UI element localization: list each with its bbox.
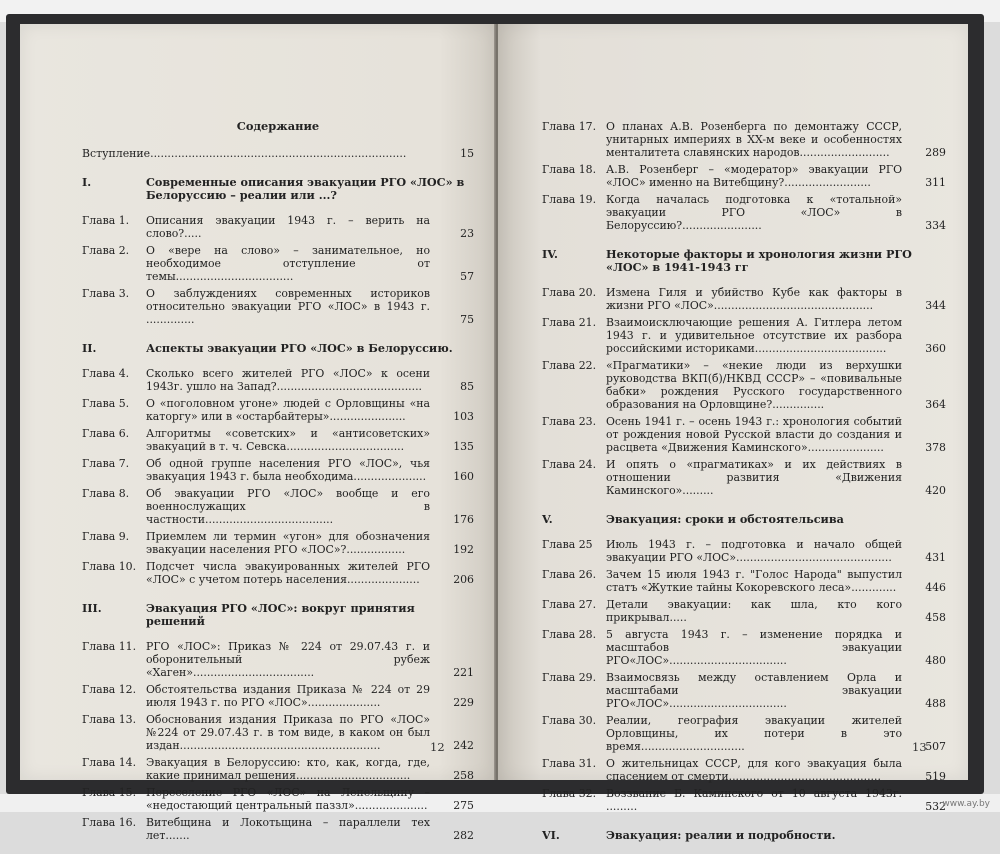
toc-chapter-row <box>82 244 474 283</box>
chapter-page: 360 <box>925 342 946 355</box>
chapter-page: 431 <box>925 551 946 564</box>
toc-chapter-row <box>82 367 474 393</box>
watermark: www.ay.by <box>942 799 990 809</box>
section-number: IV. <box>542 247 558 261</box>
toc-heading: Содержание <box>236 119 320 133</box>
chapter-page: 282 <box>453 829 474 842</box>
chapter-title: О заблуждениях современных историков относительно эвакуации РГО «ЛОС» в 1943 г. .............. <box>146 287 430 326</box>
toc-chapter-row <box>542 714 946 753</box>
chapter-page: 344 <box>925 299 946 312</box>
chapter-title: Взаимосвязь между оставлением Орла и масштабами эвакуации РГО«ЛОС».................................. <box>606 671 902 710</box>
chapter-label: Глава 16. <box>82 816 137 829</box>
chapter-label: Глава 6. <box>82 427 130 440</box>
chapter-label: Глава 25 <box>542 538 593 551</box>
toc-chapter-row <box>82 397 474 423</box>
chapter-title: Сколько всего жителей РГО «ЛОС» к осени 1943г. ушло на Запад?.......................................... <box>146 367 430 393</box>
chapter-label: Глава 20. <box>542 286 597 299</box>
chapter-title: Приемлем ли термин «угон» для обозначения эвакуации населения РГО «ЛОС»?................. <box>146 530 430 556</box>
chapter-label: Глава 27. <box>542 598 597 611</box>
section-title: Некоторые факторы и хронология жизни РГО «ЛОС» в 1941-1943 гг <box>606 247 912 274</box>
chapter-page: 378 <box>925 441 946 454</box>
toc-chapter-row <box>82 560 474 586</box>
chapter-title: Подсчет числа эвакуированных жителей РГО «ЛОС» с учетом потерь населения..................... <box>146 560 430 586</box>
chapter-page: 488 <box>925 697 946 710</box>
chapter-title: 5 августа 1943 г. – изменение порядка и масштабов эвакуации РГО«ЛОС».................................. <box>606 628 902 667</box>
chapter-title: И опять о «прагматиках» и их действиях в отношении развития «Движения Каминского»......... <box>606 458 902 497</box>
section-number: V. <box>542 512 553 526</box>
toc-chapter-row <box>542 120 946 159</box>
chapter-title: Июль 1943 г. – подготовка и начало общей эвакуации РГО «ЛОС»............................................. <box>606 538 902 564</box>
chapter-label: Глава 1. <box>82 214 130 227</box>
chapter-title: Алгоритмы «советских» и «антисоветских» эвакуаций в т. ч. Севска.................................. <box>146 427 430 453</box>
chapter-title: Взаимоисключающие решения А. Гитлера летом 1943 г. и удивительное отсутствие их разбора российскими историками...................................... <box>606 316 902 355</box>
chapter-label: Глава 11. <box>82 640 137 653</box>
chapter-title: О «вере на слово» – занимательное, но необходимое отступление от темы.................................. <box>146 244 430 283</box>
chapter-page: 446 <box>925 581 946 594</box>
toc-chapter-row <box>542 757 946 783</box>
toc-chapter-row <box>542 193 946 232</box>
toc-chapter-row <box>542 787 946 813</box>
chapter-label: Глава 9. <box>82 530 130 543</box>
toc-chapter-row <box>82 786 474 812</box>
chapter-title: А.В. Розенберг – «модератор» эвакуации РГО «ЛОС» именно на Витебщину?......................... <box>606 163 902 189</box>
toc-chapter-row <box>542 538 946 564</box>
chapter-label: Глава 22. <box>542 359 597 372</box>
toc-section-heading <box>542 248 946 274</box>
chapter-title: О жительницах СССР, для кого эвакуация была спасением от смерти............................................ <box>606 757 902 783</box>
toc-chapter-row <box>542 415 946 454</box>
toc-chapter-row <box>82 487 474 526</box>
chapter-page: 311 <box>925 176 946 189</box>
chapter-label: Глава 29. <box>542 671 597 684</box>
chapter-label: Глава 32. <box>542 787 597 800</box>
chapter-title: Об одной группе населения РГО «ЛОС», чья эвакуация 1943 г. была необходима..................... <box>146 457 430 483</box>
chapter-page: 507 <box>925 740 946 753</box>
toc-intro-row <box>82 147 474 160</box>
chapter-page: 258 <box>453 769 474 782</box>
chapter-title: «Прагматики» – «некие люди из верхушки руководства ВКП(б)/НКВД СССР» – «повивальные бабки» рождения Русского государственного образования на Орловщине?............... <box>606 359 902 411</box>
toc-section-heading <box>82 176 474 202</box>
page-number-right: 13 <box>912 740 927 754</box>
section-title: Эвакуация: сроки и обстоятельсива <box>606 512 844 526</box>
toc-chapter-row <box>542 458 946 497</box>
toc-chapter-row <box>82 713 474 752</box>
toc-chapter-row <box>542 671 946 710</box>
toc-chapter-row <box>82 287 474 326</box>
chapter-title: Измена Гиля и убийство Кубе как факторы в жизни РГО «ЛОС».............................................. <box>606 286 902 312</box>
chapter-label: Глава 23. <box>542 415 597 428</box>
chapter-label: Глава 17. <box>542 120 597 133</box>
chapter-title: Описания эвакуации 1943 г. – верить на слово?..... <box>146 214 430 240</box>
chapter-title: РГО «ЛОС»: Приказ № 224 от 29.07.43 г. и оборонительный рубеж «Хаген»................................... <box>146 640 430 679</box>
section-title: Современные описания эвакуации РГО «ЛОС» в Белоруссию – реалии или ...? <box>146 175 465 202</box>
chapter-title: Когда началась подготовка к «тотальной» эвакуации РГО «ЛОС» в Белоруссию?....................... <box>606 193 902 232</box>
chapter-page: 192 <box>453 543 474 556</box>
chapter-page: 221 <box>453 666 474 679</box>
chapter-label: Глава 2. <box>82 244 130 257</box>
chapter-title: Обоснования издания Приказа по РГО «ЛОС» №224 от 29.07.43 г. в том виде, в каком он был издан.......................................................... <box>146 713 430 752</box>
chapter-page: 206 <box>453 573 474 586</box>
chapter-title: Эвакуация в Белоруссию: кто, как, когда, где, какие принимал решения................................. <box>146 756 430 782</box>
toc-section-heading <box>82 602 474 628</box>
section-number: I. <box>82 175 92 189</box>
chapter-title: О «поголовном угоне» людей с Орловщины «на каторгу» или в «остарбайтеры»...................... <box>146 397 430 423</box>
toc-chapter-row <box>82 756 474 782</box>
chapter-title: Об эвакуации РГО «ЛОС» вообще и его военнослужащих в частности..................................... <box>146 487 430 526</box>
chapter-page: 103 <box>453 410 474 423</box>
chapter-page: 160 <box>453 470 474 483</box>
chapter-page: 85 <box>460 380 474 393</box>
section-title: Эвакуация РГО «ЛОС»: вокруг принятия решений <box>146 601 415 628</box>
chapter-label: Глава 26. <box>542 568 597 581</box>
chapter-label: Глава 15. <box>82 786 137 799</box>
chapter-page: 458 <box>925 611 946 624</box>
chapter-page: 480 <box>925 654 946 667</box>
toc-chapter-row <box>82 427 474 453</box>
chapter-page: 275 <box>453 799 474 812</box>
chapter-label: Глава 30. <box>542 714 597 727</box>
toc-chapter-row <box>82 530 474 556</box>
chapter-page: 135 <box>453 440 474 453</box>
chapter-title: Осень 1941 г. – осень 1943 г.: хронология событий от рождения новой Русской власти до создания и расцвета «Движения Каминского»...................... <box>606 415 902 454</box>
toc-section-heading <box>542 829 946 842</box>
right-toc <box>542 120 946 854</box>
chapter-label: Глава 12. <box>82 683 137 696</box>
chapter-label: Глава 7. <box>82 457 130 470</box>
chapter-label: Глава 18. <box>542 163 597 176</box>
chapter-page: 364 <box>925 398 946 411</box>
intro-page: 15 <box>460 147 474 160</box>
chapter-label: Глава 31. <box>542 757 597 770</box>
toc-section-heading <box>82 342 474 355</box>
left-page <box>20 24 496 842</box>
toc-chapter-row <box>542 568 946 594</box>
toc-chapter-row <box>542 316 946 355</box>
chapter-label: Глава 28. <box>542 628 597 641</box>
page-number-left: 12 <box>430 740 445 754</box>
section-title: Эвакуация: реалии и подробности. <box>606 828 836 842</box>
chapter-label: Глава 13. <box>82 713 137 726</box>
chapter-title: Витебщина и Локотьщина – параллели тех лет....... <box>146 816 430 842</box>
chapter-title: О планах А.В. Розенберга по демонтажу СССР, унитарных империях в XX-м веке и особенностях менталитета славянских народов.......................... <box>606 120 902 159</box>
chapter-page: 242 <box>453 739 474 752</box>
chapter-label: Глава 14. <box>82 756 137 769</box>
toc-chapter-row <box>542 628 946 667</box>
chapter-page: 176 <box>453 513 474 526</box>
chapter-label: Глава 5. <box>82 397 130 410</box>
toc-chapter-row <box>542 359 946 411</box>
chapter-page: 334 <box>925 219 946 232</box>
toc-chapter-row <box>82 457 474 483</box>
chapter-label: Глава 8. <box>82 487 130 500</box>
toc-chapter-row <box>542 163 946 189</box>
chapter-page: 23 <box>460 227 474 240</box>
chapter-label: Глава 19. <box>542 193 597 206</box>
section-number: II. <box>82 341 97 355</box>
chapter-page: 229 <box>453 696 474 709</box>
chapter-title: Реалии, география эвакуации жителей Орловщины, их потери в это время.............................. <box>606 714 902 753</box>
chapter-title: Детали эвакуации: как шла, кто кого прикрывал..... <box>606 598 902 624</box>
chapter-title: Обстоятельства издания Приказа № 224 от 29 июля 1943 г. по РГО «ЛОС»..................... <box>146 683 430 709</box>
chapter-label: Глава 10. <box>82 560 137 573</box>
chapter-page: 289 <box>925 146 946 159</box>
chapter-label: Глава 4. <box>82 367 130 380</box>
left-toc <box>82 120 474 846</box>
intro-text: Вступление.......................................................................... <box>82 147 407 160</box>
section-number: III. <box>82 601 102 615</box>
chapter-label: Глава 21. <box>542 316 597 329</box>
chapter-page: 75 <box>460 313 474 326</box>
section-number: VI. <box>542 828 560 842</box>
toc-section-heading <box>542 513 946 526</box>
toc-chapter-row <box>542 598 946 624</box>
chapter-title: Воззвание Б. Каминского от 10 августа 1943г. ......... <box>606 787 902 813</box>
chapter-title: Переселение РГО «ЛОС» на Лепельщину – «недостающий центральный паззл»..................... <box>146 786 430 812</box>
chapter-page: 57 <box>460 270 474 283</box>
chapter-label: Глава 3. <box>82 287 130 300</box>
chapter-label: Глава 24. <box>542 458 597 471</box>
toc-chapter-row <box>542 286 946 312</box>
chapter-page: 519 <box>925 770 946 783</box>
chapter-page: 532 <box>925 800 946 813</box>
chapter-title: Зачем 15 июля 1943 г. "Голос Народа" выпустил статъ «Жуткие тайны Кокоревского леса»............. <box>606 568 902 594</box>
toc-chapter-row <box>82 683 474 709</box>
toc-chapter-row <box>82 816 474 842</box>
section-title: Аспекты эвакуации РГО «ЛОС» в Белоруссию. <box>146 341 453 355</box>
toc-chapter-row <box>82 214 474 240</box>
toc-chapter-row <box>82 640 474 679</box>
chapter-page: 420 <box>925 484 946 497</box>
